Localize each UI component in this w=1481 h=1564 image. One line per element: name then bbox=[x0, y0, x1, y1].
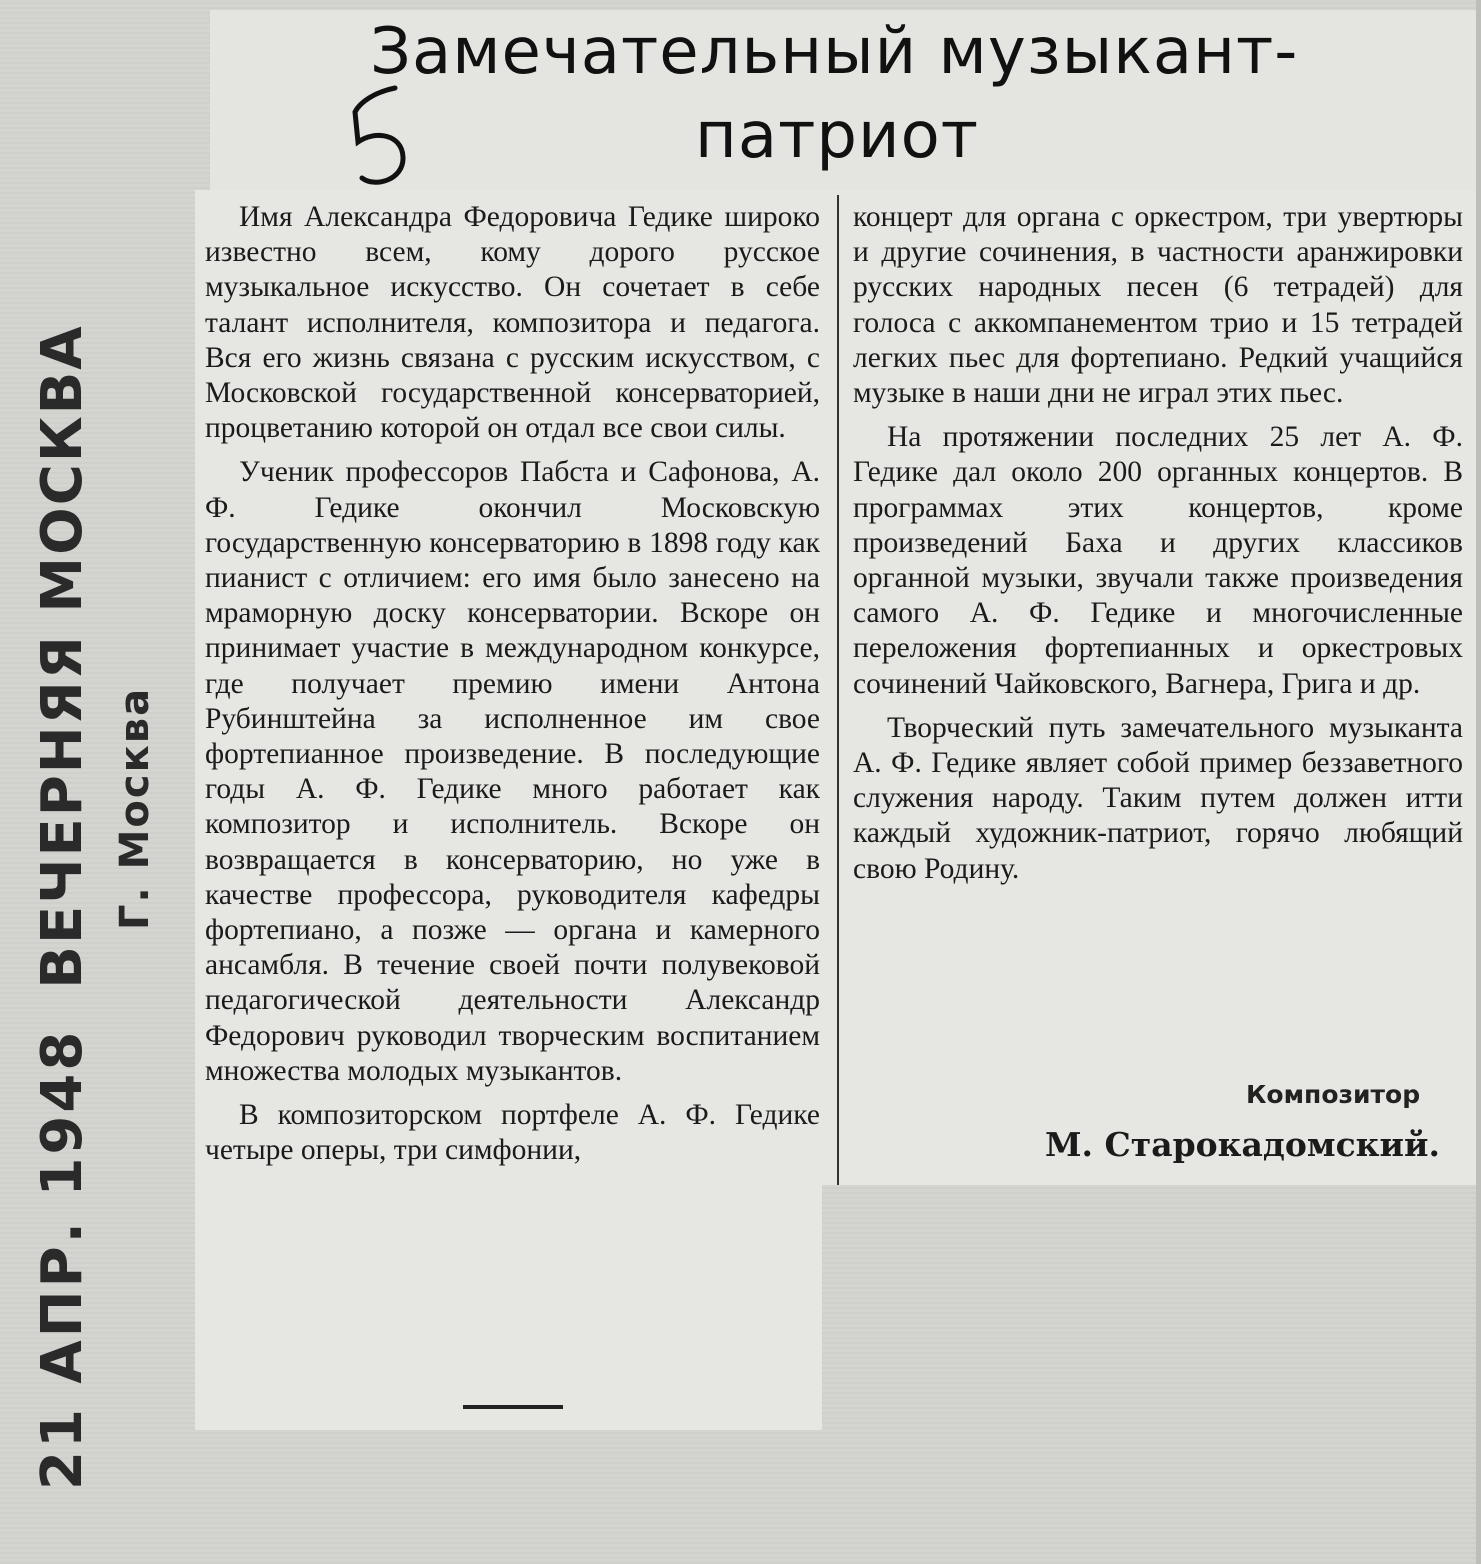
stamp-date: 21 АПР. 1948 bbox=[30, 1028, 95, 1490]
article-paragraph: В композиторском портфеле А. Ф. Гедике четыре оперы, три симфонии, bbox=[205, 1099, 820, 1167]
stamp-city: Г. Москва bbox=[112, 686, 158, 930]
article-paragraph: На протяжении последних 25 лет А. Ф. Гедике дал около 200 органных концертов. В программах этих концертов, кроме произведений Баха и других классиков органной музыки, звучали также произведения самого А. Ф. Гедике и многочисленные переложения фортепианных и оркестровых сочинений Чайковского, Вагнера, Грига и др. bbox=[853, 421, 1463, 700]
headline-line-1: Замечательный музыкант- bbox=[370, 15, 1299, 89]
stamp-newspaper: ВЕЧЕРНЯЯ МОСКВА bbox=[30, 324, 95, 989]
article-headline bbox=[370, 10, 1370, 178]
headline-line-2: патриот bbox=[695, 99, 979, 173]
end-rule bbox=[463, 1405, 563, 1409]
article-left-column bbox=[205, 200, 820, 1177]
article-paragraph: Творческий путь замечательного музыканта А. Ф. Гедике являет собой пример беззаветного служения народу. Таким путем должен итти каждый художник-патриот, горячо любящий свою Родину. bbox=[853, 711, 1463, 885]
date-stamp bbox=[30, 324, 95, 1490]
article-paragraph: Имя Александра Федоровича Гедике широко известно всем, кому дорого русское музыкальное искусство. Он сочетает в себе талант исполнителя, композитора и педагога. Вся его жизнь связана с русским искусством, с Московской государственной консерваторией, процветанию которой он отдал все свои силы. bbox=[205, 201, 820, 445]
clipping-left-tail bbox=[195, 1185, 822, 1430]
handwritten-number-mark bbox=[340, 82, 420, 192]
article-right-column bbox=[853, 200, 1463, 896]
column-divider bbox=[837, 195, 839, 1185]
article-paragraph-continuation: концерт для органа с оркестром, три увертюры и другие сочинения, в частности аранжировки русских народных песен (6 тетрадей) для голоса с аккомпанементом трио и 15 тетрадей легких пьес для фортепиано. Редкий учащийся музыке в наши дни не играл этих пьес. bbox=[853, 201, 1463, 410]
sheet-edge bbox=[1476, 0, 1481, 1564]
author-role: Композитор bbox=[1246, 1080, 1421, 1109]
author-name: М. Старокадомский. bbox=[1045, 1125, 1440, 1164]
article-paragraph: Ученик профессоров Пабста и Сафонова, А. Ф. Гедике окончил Московскую государственную консерваторию в 1898 году как пианист с отличием: его имя было занесено на мраморную доску консерватории. Вскоре он принимает участие в международном конкурсе, где получает премию имени Антона Рубинштейна за исполненное им свое фортепианное произведение. В последующие годы А. Ф. Гедике много работает как композитор и исполнитель. Вскоре он возвращается в консерваторию, но уже в качестве профессора, руководителя кафедры фортепиано, а позже — органа и камерного ансамбля. В течение своей почти полувековой педагогической деятельности Александр Федорович руководил творческим воспитанием множества молодых музыкантов. bbox=[205, 456, 820, 1087]
